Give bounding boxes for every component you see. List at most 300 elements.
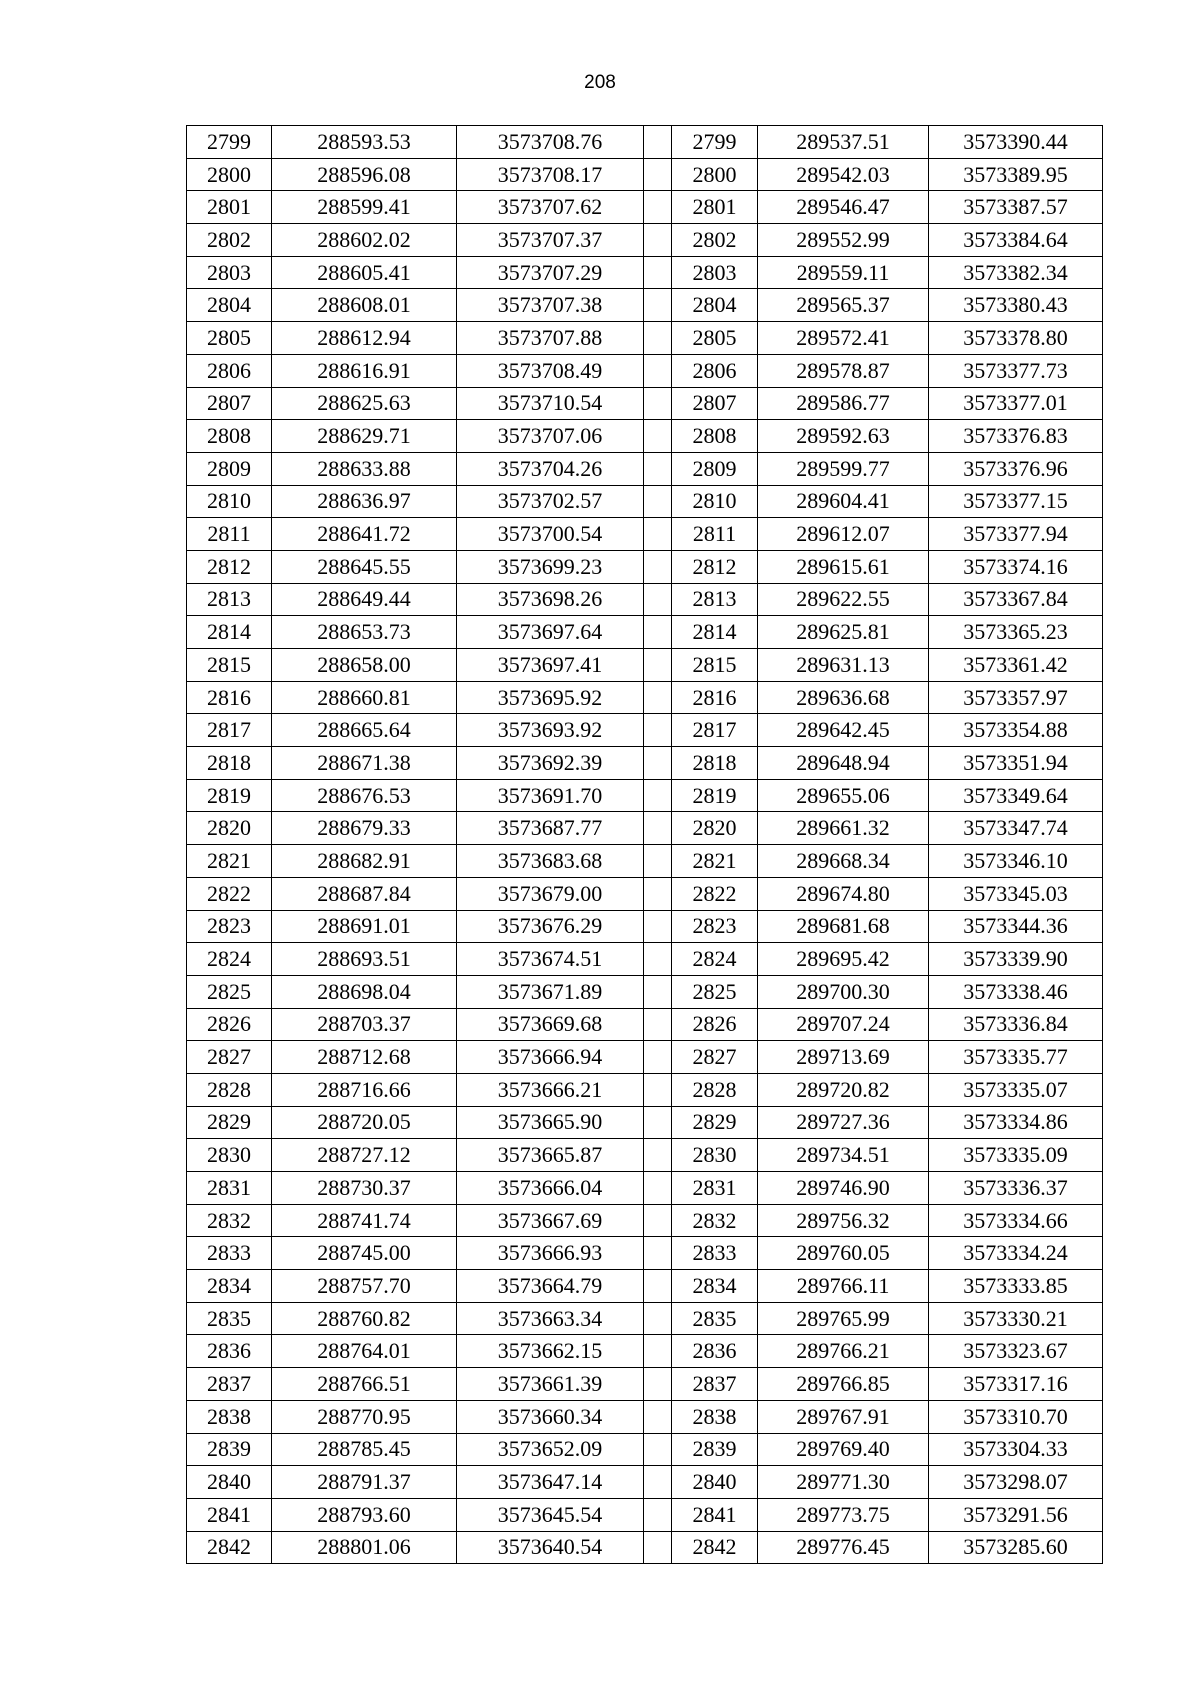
y-coordinate-left-cell: 3573702.57: [457, 485, 644, 518]
y-coordinate-right-cell: 3573345.03: [929, 877, 1103, 910]
table-row: [187, 714, 1103, 747]
coordinate-table-body: [187, 126, 1103, 1564]
y-coordinate-left-cell: 3573647.14: [457, 1466, 644, 1499]
y-coordinate-left-cell: 3573667.69: [457, 1204, 644, 1237]
point-id-right-cell: 2805: [672, 322, 758, 355]
spacer-cell: [644, 1335, 672, 1368]
x-coordinate-left-cell: 288687.84: [272, 877, 457, 910]
x-coordinate-right-cell: 289746.90: [758, 1172, 929, 1205]
spacer-cell: [644, 224, 672, 257]
point-id-right-cell: 2837: [672, 1368, 758, 1401]
point-id-left-cell: 2817: [187, 714, 272, 747]
y-coordinate-right-cell: 3573351.94: [929, 747, 1103, 780]
spacer-cell: [644, 518, 672, 551]
x-coordinate-right-cell: 289559.11: [758, 256, 929, 289]
y-coordinate-right-cell: 3573357.97: [929, 681, 1103, 714]
point-id-right-cell: 2823: [672, 910, 758, 943]
point-id-left-cell: 2813: [187, 583, 272, 616]
y-coordinate-right-cell: 3573367.84: [929, 583, 1103, 616]
spacer-cell: [644, 943, 672, 976]
spacer-cell: [644, 1139, 672, 1172]
y-coordinate-left-cell: 3573671.89: [457, 975, 644, 1008]
x-coordinate-right-cell: 289700.30: [758, 975, 929, 1008]
y-coordinate-right-cell: 3573335.77: [929, 1041, 1103, 1074]
x-coordinate-right-cell: 289612.07: [758, 518, 929, 551]
point-id-left-cell: 2809: [187, 452, 272, 485]
y-coordinate-left-cell: 3573698.26: [457, 583, 644, 616]
table-row: [187, 845, 1103, 878]
y-coordinate-right-cell: 3573374.16: [929, 550, 1103, 583]
point-id-right-cell: 2808: [672, 420, 758, 453]
point-id-right-cell: 2803: [672, 256, 758, 289]
x-coordinate-right-cell: 289707.24: [758, 1008, 929, 1041]
spacer-cell: [644, 714, 672, 747]
table-row: [187, 649, 1103, 682]
y-coordinate-left-cell: 3573679.00: [457, 877, 644, 910]
x-coordinate-right-cell: 289642.45: [758, 714, 929, 747]
y-coordinate-left-cell: 3573710.54: [457, 387, 644, 420]
x-coordinate-right-cell: 289599.77: [758, 452, 929, 485]
y-coordinate-right-cell: 3573377.01: [929, 387, 1103, 420]
y-coordinate-right-cell: 3573346.10: [929, 845, 1103, 878]
y-coordinate-left-cell: 3573707.88: [457, 322, 644, 355]
x-coordinate-right-cell: 289769.40: [758, 1433, 929, 1466]
y-coordinate-left-cell: 3573700.54: [457, 518, 644, 551]
x-coordinate-left-cell: 288703.37: [272, 1008, 457, 1041]
table-row: [187, 779, 1103, 812]
y-coordinate-right-cell: 3573336.84: [929, 1008, 1103, 1041]
page-number: 208: [584, 72, 616, 93]
point-id-right-cell: 2801: [672, 191, 758, 224]
x-coordinate-right-cell: 289631.13: [758, 649, 929, 682]
point-id-right-cell: 2820: [672, 812, 758, 845]
y-coordinate-right-cell: 3573390.44: [929, 126, 1103, 159]
table-row: [187, 289, 1103, 322]
x-coordinate-left-cell: 288720.05: [272, 1106, 457, 1139]
y-coordinate-left-cell: 3573697.41: [457, 649, 644, 682]
x-coordinate-right-cell: 289586.77: [758, 387, 929, 420]
x-coordinate-left-cell: 288793.60: [272, 1498, 457, 1531]
point-id-left-cell: 2805: [187, 322, 272, 355]
x-coordinate-left-cell: 288641.72: [272, 518, 457, 551]
table-row: [187, 681, 1103, 714]
point-id-right-cell: 2809: [672, 452, 758, 485]
point-id-left-cell: 2841: [187, 1498, 272, 1531]
x-coordinate-left-cell: 288676.53: [272, 779, 457, 812]
table-row: [187, 485, 1103, 518]
x-coordinate-left-cell: 288679.33: [272, 812, 457, 845]
point-id-right-cell: 2838: [672, 1400, 758, 1433]
x-coordinate-right-cell: 289636.68: [758, 681, 929, 714]
x-coordinate-left-cell: 288760.82: [272, 1302, 457, 1335]
point-id-right-cell: 2822: [672, 877, 758, 910]
y-coordinate-left-cell: 3573640.54: [457, 1531, 644, 1564]
x-coordinate-right-cell: 289648.94: [758, 747, 929, 780]
point-id-right-cell: 2811: [672, 518, 758, 551]
y-coordinate-right-cell: 3573387.57: [929, 191, 1103, 224]
x-coordinate-right-cell: 289695.42: [758, 943, 929, 976]
point-id-left-cell: 2802: [187, 224, 272, 257]
y-coordinate-right-cell: 3573349.64: [929, 779, 1103, 812]
y-coordinate-right-cell: 3573334.66: [929, 1204, 1103, 1237]
y-coordinate-left-cell: 3573693.92: [457, 714, 644, 747]
point-id-right-cell: 2818: [672, 747, 758, 780]
spacer-cell: [644, 158, 672, 191]
point-id-right-cell: 2827: [672, 1041, 758, 1074]
x-coordinate-right-cell: 289592.63: [758, 420, 929, 453]
point-id-left-cell: 2839: [187, 1433, 272, 1466]
y-coordinate-right-cell: 3573335.07: [929, 1073, 1103, 1106]
y-coordinate-left-cell: 3573699.23: [457, 550, 644, 583]
spacer-cell: [644, 1073, 672, 1106]
y-coordinate-left-cell: 3573666.94: [457, 1041, 644, 1074]
table-row: [187, 354, 1103, 387]
point-id-right-cell: 2836: [672, 1335, 758, 1368]
point-id-right-cell: 2821: [672, 845, 758, 878]
x-coordinate-left-cell: 288633.88: [272, 452, 457, 485]
x-coordinate-right-cell: 289674.80: [758, 877, 929, 910]
y-coordinate-left-cell: 3573652.09: [457, 1433, 644, 1466]
x-coordinate-right-cell: 289565.37: [758, 289, 929, 322]
point-id-right-cell: 2812: [672, 550, 758, 583]
table-row: [187, 1008, 1103, 1041]
point-id-right-cell: 2841: [672, 1498, 758, 1531]
table-row: [187, 1498, 1103, 1531]
x-coordinate-right-cell: 289756.32: [758, 1204, 929, 1237]
y-coordinate-right-cell: 3573354.88: [929, 714, 1103, 747]
point-id-right-cell: 2815: [672, 649, 758, 682]
table-row: [187, 1433, 1103, 1466]
y-coordinate-right-cell: 3573376.83: [929, 420, 1103, 453]
y-coordinate-left-cell: 3573695.92: [457, 681, 644, 714]
table-row: [187, 1466, 1103, 1499]
x-coordinate-left-cell: 288693.51: [272, 943, 457, 976]
spacer-cell: [644, 1433, 672, 1466]
point-id-left-cell: 2816: [187, 681, 272, 714]
y-coordinate-right-cell: 3573334.86: [929, 1106, 1103, 1139]
y-coordinate-left-cell: 3573665.87: [457, 1139, 644, 1172]
x-coordinate-right-cell: 289615.61: [758, 550, 929, 583]
x-coordinate-right-cell: 289773.75: [758, 1498, 929, 1531]
x-coordinate-right-cell: 289766.85: [758, 1368, 929, 1401]
point-id-left-cell: 2825: [187, 975, 272, 1008]
point-id-right-cell: 2819: [672, 779, 758, 812]
spacer-cell: [644, 420, 672, 453]
x-coordinate-left-cell: 288691.01: [272, 910, 457, 943]
point-id-right-cell: 2800: [672, 158, 758, 191]
point-id-right-cell: 2840: [672, 1466, 758, 1499]
y-coordinate-right-cell: 3573336.37: [929, 1172, 1103, 1205]
point-id-left-cell: 2830: [187, 1139, 272, 1172]
x-coordinate-right-cell: 289622.55: [758, 583, 929, 616]
x-coordinate-right-cell: 289766.21: [758, 1335, 929, 1368]
x-coordinate-right-cell: 289727.36: [758, 1106, 929, 1139]
table-row: [187, 1204, 1103, 1237]
point-id-left-cell: 2820: [187, 812, 272, 845]
table-row: [187, 1531, 1103, 1564]
point-id-left-cell: 2827: [187, 1041, 272, 1074]
point-id-right-cell: 2799: [672, 126, 758, 159]
y-coordinate-left-cell: 3573669.68: [457, 1008, 644, 1041]
y-coordinate-left-cell: 3573666.21: [457, 1073, 644, 1106]
point-id-right-cell: 2816: [672, 681, 758, 714]
x-coordinate-left-cell: 288730.37: [272, 1172, 457, 1205]
point-id-left-cell: 2838: [187, 1400, 272, 1433]
spacer-cell: [644, 452, 672, 485]
table-row: [187, 583, 1103, 616]
y-coordinate-left-cell: 3573707.38: [457, 289, 644, 322]
point-id-left-cell: 2818: [187, 747, 272, 780]
y-coordinate-right-cell: 3573291.56: [929, 1498, 1103, 1531]
point-id-right-cell: 2832: [672, 1204, 758, 1237]
point-id-left-cell: 2807: [187, 387, 272, 420]
x-coordinate-left-cell: 288612.94: [272, 322, 457, 355]
point-id-right-cell: 2807: [672, 387, 758, 420]
y-coordinate-right-cell: 3573389.95: [929, 158, 1103, 191]
table-row: [187, 126, 1103, 159]
spacer-cell: [644, 191, 672, 224]
spacer-cell: [644, 1204, 672, 1237]
table-row: [187, 1172, 1103, 1205]
point-id-right-cell: 2814: [672, 616, 758, 649]
x-coordinate-left-cell: 288727.12: [272, 1139, 457, 1172]
x-coordinate-left-cell: 288599.41: [272, 191, 457, 224]
y-coordinate-left-cell: 3573707.06: [457, 420, 644, 453]
y-coordinate-right-cell: 3573310.70: [929, 1400, 1103, 1433]
table-row: [187, 420, 1103, 453]
x-coordinate-right-cell: 289552.99: [758, 224, 929, 257]
spacer-cell: [644, 681, 672, 714]
table-row: [187, 191, 1103, 224]
x-coordinate-right-cell: 289546.47: [758, 191, 929, 224]
y-coordinate-right-cell: 3573347.74: [929, 812, 1103, 845]
x-coordinate-right-cell: 289771.30: [758, 1466, 929, 1499]
spacer-cell: [644, 387, 672, 420]
y-coordinate-left-cell: 3573666.04: [457, 1172, 644, 1205]
x-coordinate-right-cell: 289766.11: [758, 1270, 929, 1303]
table-row: [187, 943, 1103, 976]
x-coordinate-right-cell: 289661.32: [758, 812, 929, 845]
point-id-left-cell: 2840: [187, 1466, 272, 1499]
table-row: [187, 812, 1103, 845]
point-id-left-cell: 2801: [187, 191, 272, 224]
spacer-cell: [644, 354, 672, 387]
point-id-right-cell: 2842: [672, 1531, 758, 1564]
table-row: [187, 747, 1103, 780]
x-coordinate-left-cell: 288593.53: [272, 126, 457, 159]
point-id-left-cell: 2810: [187, 485, 272, 518]
y-coordinate-left-cell: 3573660.34: [457, 1400, 644, 1433]
x-coordinate-left-cell: 288785.45: [272, 1433, 457, 1466]
x-coordinate-left-cell: 288712.68: [272, 1041, 457, 1074]
table-row: [187, 877, 1103, 910]
point-id-left-cell: 2814: [187, 616, 272, 649]
point-id-left-cell: 2811: [187, 518, 272, 551]
x-coordinate-left-cell: 288636.97: [272, 485, 457, 518]
y-coordinate-right-cell: 3573338.46: [929, 975, 1103, 1008]
x-coordinate-left-cell: 288716.66: [272, 1073, 457, 1106]
table-row: [187, 1302, 1103, 1335]
y-coordinate-left-cell: 3573661.39: [457, 1368, 644, 1401]
point-id-left-cell: 2833: [187, 1237, 272, 1270]
point-id-left-cell: 2837: [187, 1368, 272, 1401]
x-coordinate-right-cell: 289578.87: [758, 354, 929, 387]
spacer-cell: [644, 1498, 672, 1531]
spacer-cell: [644, 485, 672, 518]
table-row: [187, 256, 1103, 289]
y-coordinate-left-cell: 3573708.76: [457, 126, 644, 159]
point-id-right-cell: 2802: [672, 224, 758, 257]
x-coordinate-right-cell: 289625.81: [758, 616, 929, 649]
point-id-left-cell: 2821: [187, 845, 272, 878]
y-coordinate-right-cell: 3573380.43: [929, 289, 1103, 322]
y-coordinate-right-cell: 3573382.34: [929, 256, 1103, 289]
point-id-right-cell: 2813: [672, 583, 758, 616]
y-coordinate-right-cell: 3573376.96: [929, 452, 1103, 485]
point-id-left-cell: 2829: [187, 1106, 272, 1139]
x-coordinate-left-cell: 288764.01: [272, 1335, 457, 1368]
point-id-left-cell: 2812: [187, 550, 272, 583]
point-id-left-cell: 2836: [187, 1335, 272, 1368]
point-id-left-cell: 2808: [187, 420, 272, 453]
y-coordinate-right-cell: 3573335.09: [929, 1139, 1103, 1172]
spacer-cell: [644, 550, 672, 583]
y-coordinate-left-cell: 3573687.77: [457, 812, 644, 845]
y-coordinate-left-cell: 3573708.49: [457, 354, 644, 387]
point-id-right-cell: 2810: [672, 485, 758, 518]
y-coordinate-left-cell: 3573674.51: [457, 943, 644, 976]
spacer-cell: [644, 845, 672, 878]
point-id-right-cell: 2833: [672, 1237, 758, 1270]
y-coordinate-right-cell: 3573323.67: [929, 1335, 1103, 1368]
spacer-cell: [644, 1041, 672, 1074]
point-id-left-cell: 2823: [187, 910, 272, 943]
y-coordinate-left-cell: 3573708.17: [457, 158, 644, 191]
x-coordinate-left-cell: 288698.04: [272, 975, 457, 1008]
x-coordinate-right-cell: 289760.05: [758, 1237, 929, 1270]
table-row: [187, 1270, 1103, 1303]
table-row: [187, 158, 1103, 191]
point-id-right-cell: 2826: [672, 1008, 758, 1041]
x-coordinate-right-cell: 289681.68: [758, 910, 929, 943]
spacer-cell: [644, 779, 672, 812]
y-coordinate-right-cell: 3573339.90: [929, 943, 1103, 976]
y-coordinate-left-cell: 3573665.90: [457, 1106, 644, 1139]
y-coordinate-right-cell: 3573334.24: [929, 1237, 1103, 1270]
x-coordinate-right-cell: 289734.51: [758, 1139, 929, 1172]
x-coordinate-right-cell: 289604.41: [758, 485, 929, 518]
spacer-cell: [644, 256, 672, 289]
x-coordinate-left-cell: 288596.08: [272, 158, 457, 191]
spacer-cell: [644, 747, 672, 780]
table-row: [187, 550, 1103, 583]
x-coordinate-left-cell: 288649.44: [272, 583, 457, 616]
x-coordinate-left-cell: 288745.00: [272, 1237, 457, 1270]
table-row: [187, 910, 1103, 943]
y-coordinate-left-cell: 3573683.68: [457, 845, 644, 878]
spacer-cell: [644, 322, 672, 355]
y-coordinate-right-cell: 3573377.15: [929, 485, 1103, 518]
y-coordinate-left-cell: 3573664.79: [457, 1270, 644, 1303]
spacer-cell: [644, 1466, 672, 1499]
point-id-left-cell: 2831: [187, 1172, 272, 1205]
y-coordinate-right-cell: 3573377.73: [929, 354, 1103, 387]
spacer-cell: [644, 910, 672, 943]
spacer-cell: [644, 1237, 672, 1270]
y-coordinate-right-cell: 3573365.23: [929, 616, 1103, 649]
x-coordinate-left-cell: 288682.91: [272, 845, 457, 878]
spacer-cell: [644, 975, 672, 1008]
point-id-left-cell: 2822: [187, 877, 272, 910]
point-id-left-cell: 2800: [187, 158, 272, 191]
y-coordinate-right-cell: 3573377.94: [929, 518, 1103, 551]
spacer-cell: [644, 1531, 672, 1564]
table-row: [187, 1139, 1103, 1172]
point-id-right-cell: 2824: [672, 943, 758, 976]
point-id-left-cell: 2835: [187, 1302, 272, 1335]
point-id-left-cell: 2806: [187, 354, 272, 387]
point-id-right-cell: 2806: [672, 354, 758, 387]
table-row: [187, 1041, 1103, 1074]
point-id-right-cell: 2829: [672, 1106, 758, 1139]
table-row: [187, 1400, 1103, 1433]
point-id-left-cell: 2832: [187, 1204, 272, 1237]
point-id-right-cell: 2834: [672, 1270, 758, 1303]
x-coordinate-left-cell: 288616.91: [272, 354, 457, 387]
y-coordinate-left-cell: 3573692.39: [457, 747, 644, 780]
y-coordinate-right-cell: 3573330.21: [929, 1302, 1103, 1335]
y-coordinate-left-cell: 3573707.62: [457, 191, 644, 224]
x-coordinate-left-cell: 288658.00: [272, 649, 457, 682]
x-coordinate-left-cell: 288665.64: [272, 714, 457, 747]
y-coordinate-right-cell: 3573384.64: [929, 224, 1103, 257]
table-row: [187, 1368, 1103, 1401]
x-coordinate-right-cell: 289765.99: [758, 1302, 929, 1335]
y-coordinate-left-cell: 3573676.29: [457, 910, 644, 943]
spacer-cell: [644, 1008, 672, 1041]
point-id-right-cell: 2828: [672, 1073, 758, 1106]
table-row: [187, 1073, 1103, 1106]
point-id-left-cell: 2824: [187, 943, 272, 976]
y-coordinate-left-cell: 3573704.26: [457, 452, 644, 485]
point-id-right-cell: 2830: [672, 1139, 758, 1172]
y-coordinate-right-cell: 3573378.80: [929, 322, 1103, 355]
point-id-right-cell: 2831: [672, 1172, 758, 1205]
point-id-left-cell: 2826: [187, 1008, 272, 1041]
spacer-cell: [644, 126, 672, 159]
table-row: [187, 1335, 1103, 1368]
spacer-cell: [644, 1400, 672, 1433]
table-row: [187, 452, 1103, 485]
y-coordinate-left-cell: 3573663.34: [457, 1302, 644, 1335]
point-id-left-cell: 2804: [187, 289, 272, 322]
x-coordinate-left-cell: 288660.81: [272, 681, 457, 714]
y-coordinate-left-cell: 3573662.15: [457, 1335, 644, 1368]
y-coordinate-right-cell: 3573344.36: [929, 910, 1103, 943]
y-coordinate-right-cell: 3573304.33: [929, 1433, 1103, 1466]
spacer-cell: [644, 1368, 672, 1401]
y-coordinate-left-cell: 3573707.37: [457, 224, 644, 257]
x-coordinate-left-cell: 288766.51: [272, 1368, 457, 1401]
y-coordinate-right-cell: 3573298.07: [929, 1466, 1103, 1499]
x-coordinate-left-cell: 288645.55: [272, 550, 457, 583]
table-row: [187, 322, 1103, 355]
spacer-cell: [644, 812, 672, 845]
point-id-left-cell: 2803: [187, 256, 272, 289]
table-row: [187, 616, 1103, 649]
x-coordinate-left-cell: 288757.70: [272, 1270, 457, 1303]
spacer-cell: [644, 649, 672, 682]
